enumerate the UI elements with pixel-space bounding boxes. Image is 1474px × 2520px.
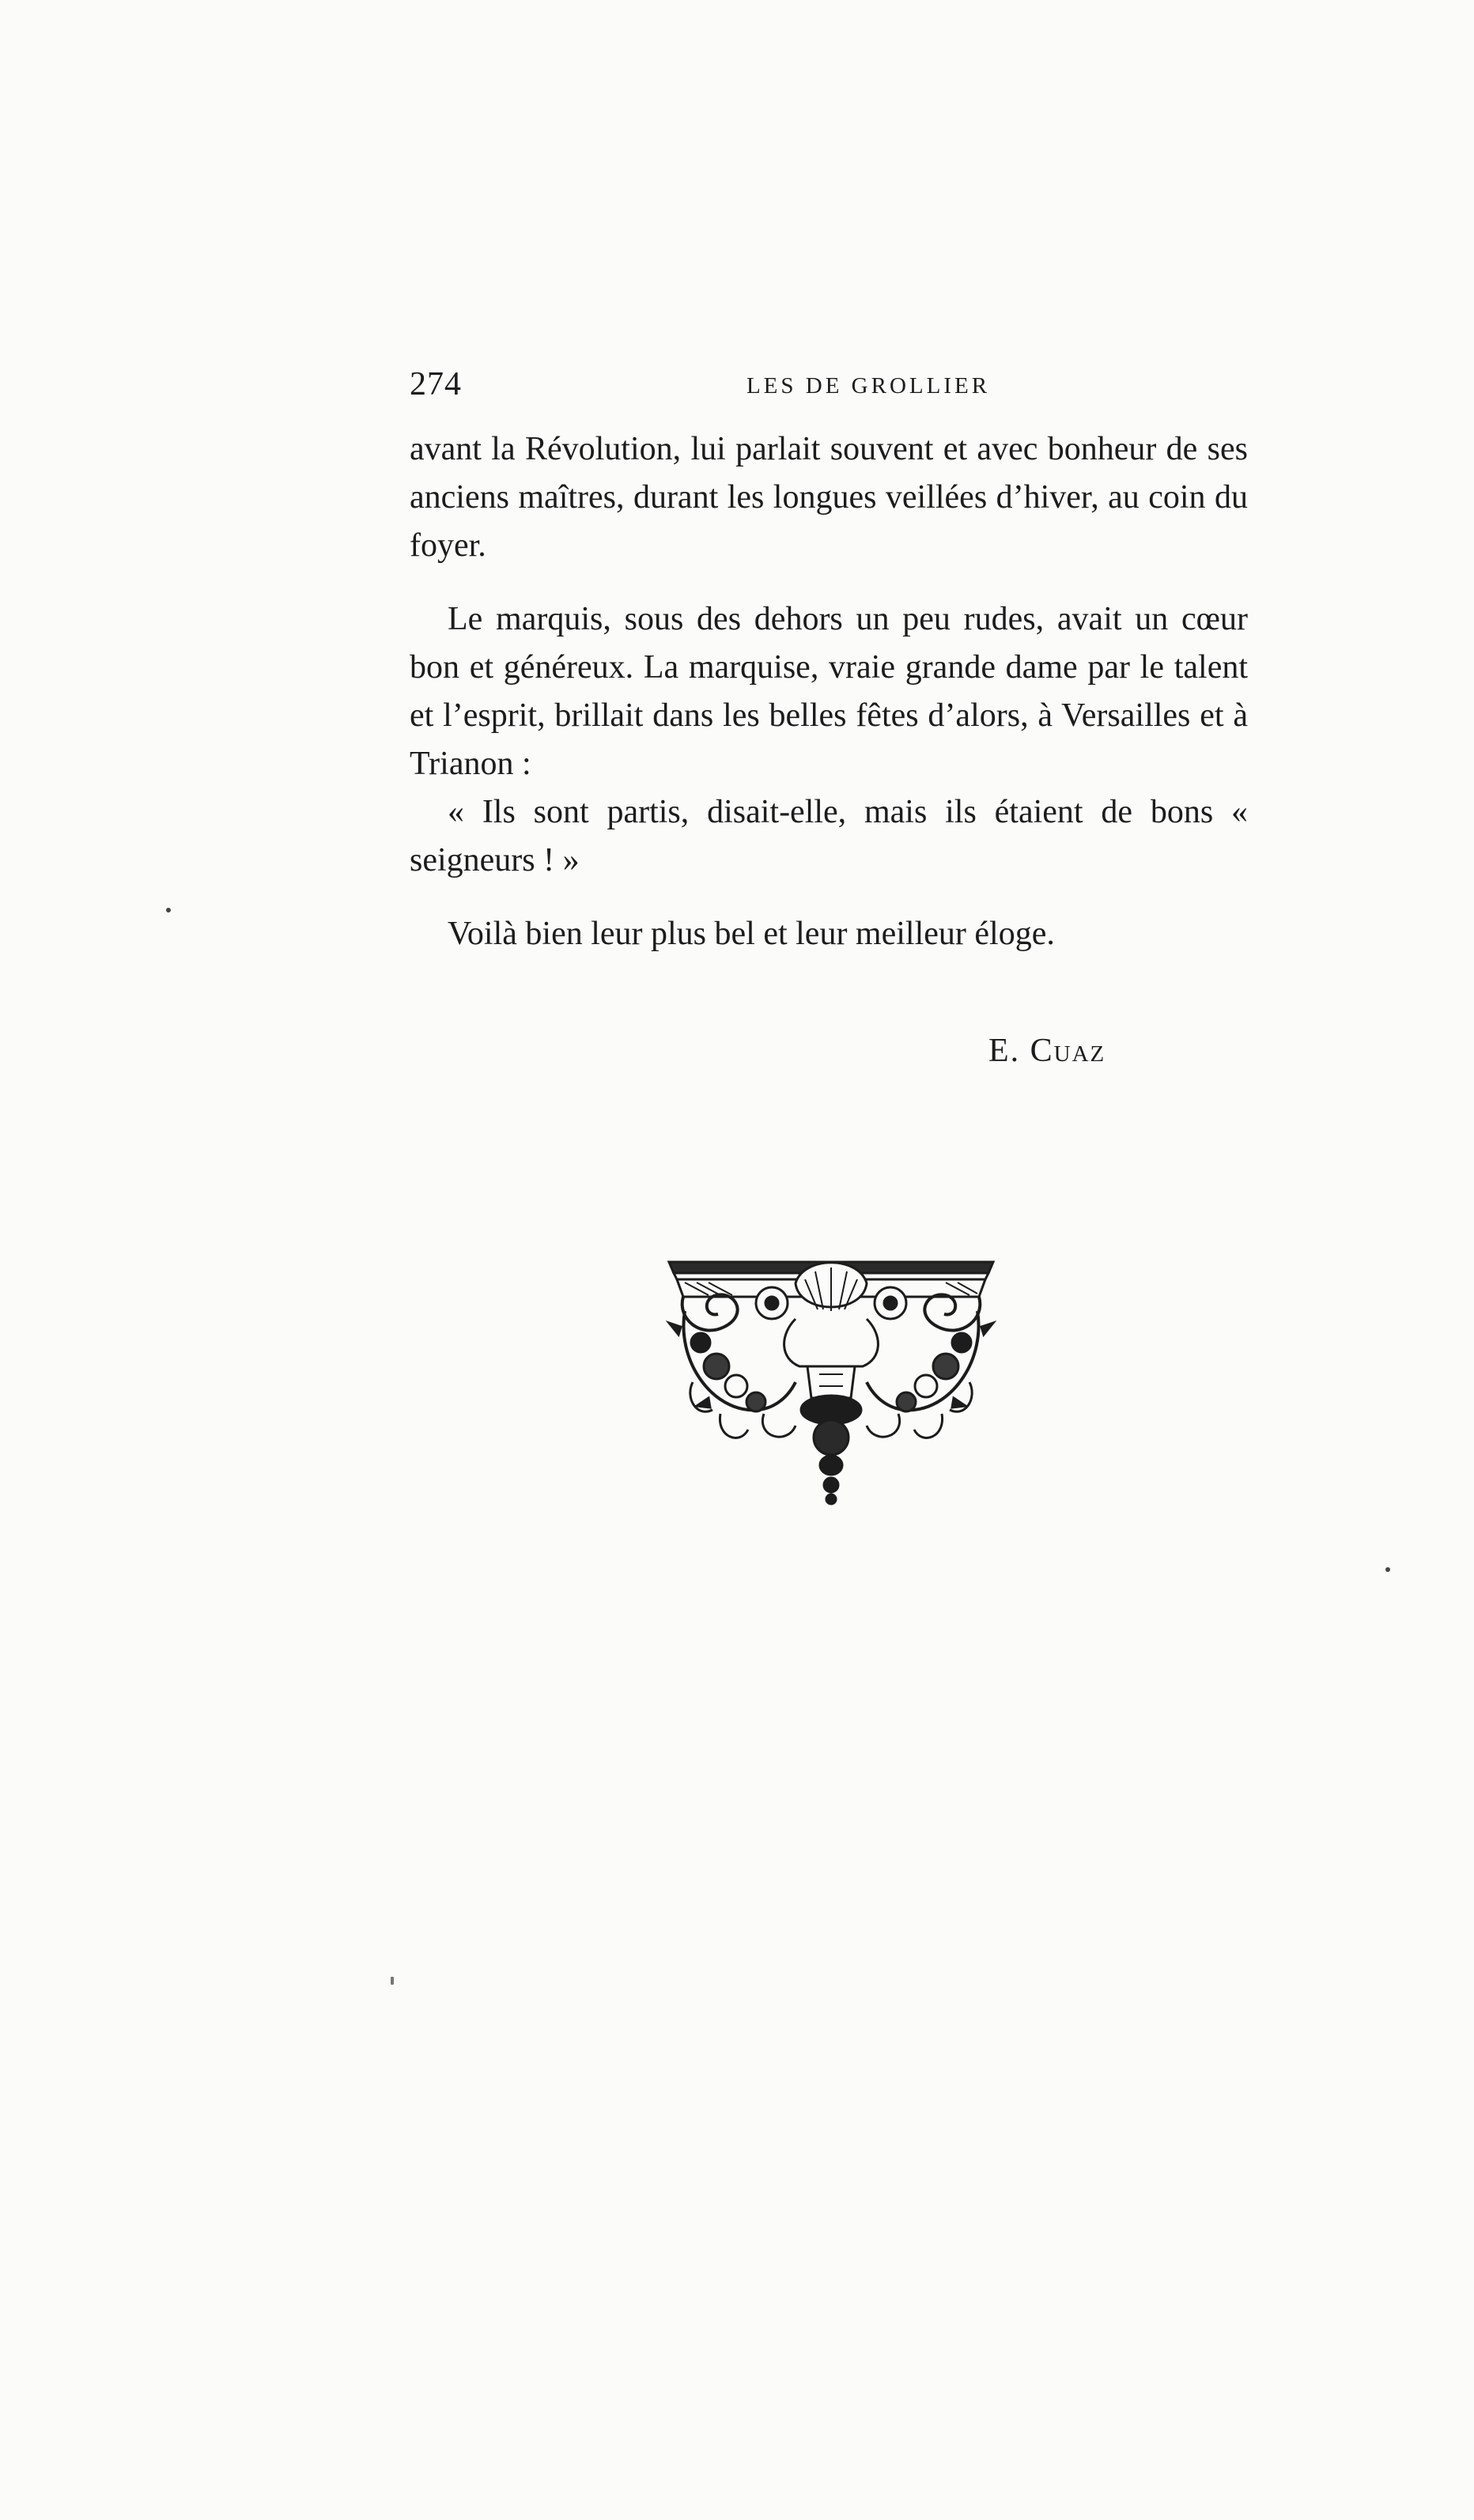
baroque-bracket-ornament-icon: [661, 1248, 1001, 1521]
paragraph-quote: « Ils sont partis, disait-elle, mais ils étaient de bons « seigneurs ! »: [410, 794, 1248, 878]
print-speck: [166, 908, 171, 912]
paragraph-continuation: avant la Révolution, lui parlait souvent et avec bonheur de ses anciens maîtres, durant les longues veillées d’hiver, au coin du foyer.: [410, 431, 1248, 564]
body-text: [410, 425, 1248, 958]
signature-initial: E.: [988, 1033, 1021, 1069]
print-speck: [1385, 1567, 1390, 1572]
paragraph-marquis: Le marquis, sous des dehors un peu rudes, avait un cœur bon et généreux. La marquise, vraie grande dame par le talent et l’esprit, brillait dans les belles fêtes d’alors, à Versailles et à Trianon :: [410, 601, 1248, 782]
author-signature: [988, 1032, 1106, 1070]
page-header: [410, 365, 1248, 413]
signature-surname: Cuaz: [1030, 1033, 1106, 1069]
paragraph-eloge: Voilà bien leur plus bel et leur meilleur éloge.: [448, 916, 1055, 952]
running-head: LES DE GROLLIER: [746, 373, 991, 399]
page-number: 274: [410, 366, 462, 402]
print-speck: [391, 1977, 394, 1985]
